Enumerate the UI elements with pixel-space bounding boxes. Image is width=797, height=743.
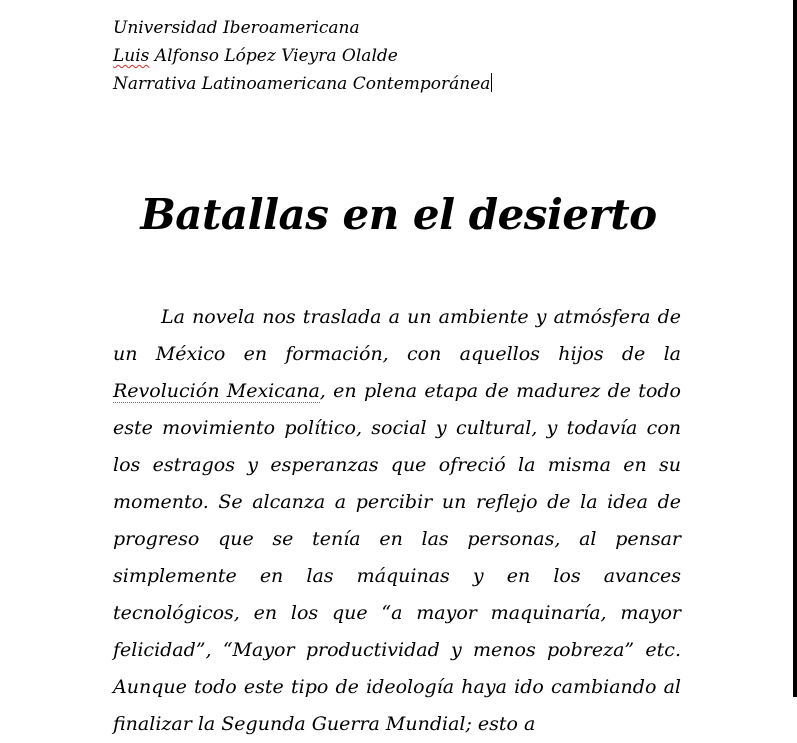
course-name[interactable]: Narrativa Latinoamericana Contemporánea [113, 74, 491, 94]
author-line[interactable] [113, 42, 492, 70]
course-line[interactable] [113, 70, 492, 98]
page-border [793, 0, 797, 697]
body-text-part-1[interactable]: La novela nos traslada a un ambiente y atmósfera de un México en formación, con aquellos hijos de la [113, 306, 681, 365]
misspelled-word[interactable]: Luis [113, 46, 150, 66]
document-header[interactable] [113, 14, 492, 98]
text-cursor [491, 73, 492, 92]
grammar-flagged-term[interactable]: Revolución Mexicana [113, 380, 320, 402]
author-name-rest[interactable]: Alfonso López Vieyra Olalde [149, 46, 398, 66]
body-text-part-2[interactable]: , en plena etapa de madurez de todo este movimiento político, social y cultural, y todavía con los estragos y esperanzas que ofreció la misma en su momento. Se alcanza a percibir un reflejo de la idea de progreso que se tenía en las personas, al pensar simplemente en las máquinas y en los avances tecnológicos, en los que “a mayor maquinaría, mayor felicidad”, “Mayor productividad y menos pobreza” etc. Aunque todo este tipo de ideología haya ido cambiando al finalizar la Segunda Guerra Mundial; esto a [113, 380, 681, 735]
document-title[interactable]: Batallas en el desierto [140, 190, 657, 239]
institution-line[interactable]: Universidad Iberoamericana [113, 18, 360, 38]
body-paragraph[interactable] [113, 299, 681, 743]
